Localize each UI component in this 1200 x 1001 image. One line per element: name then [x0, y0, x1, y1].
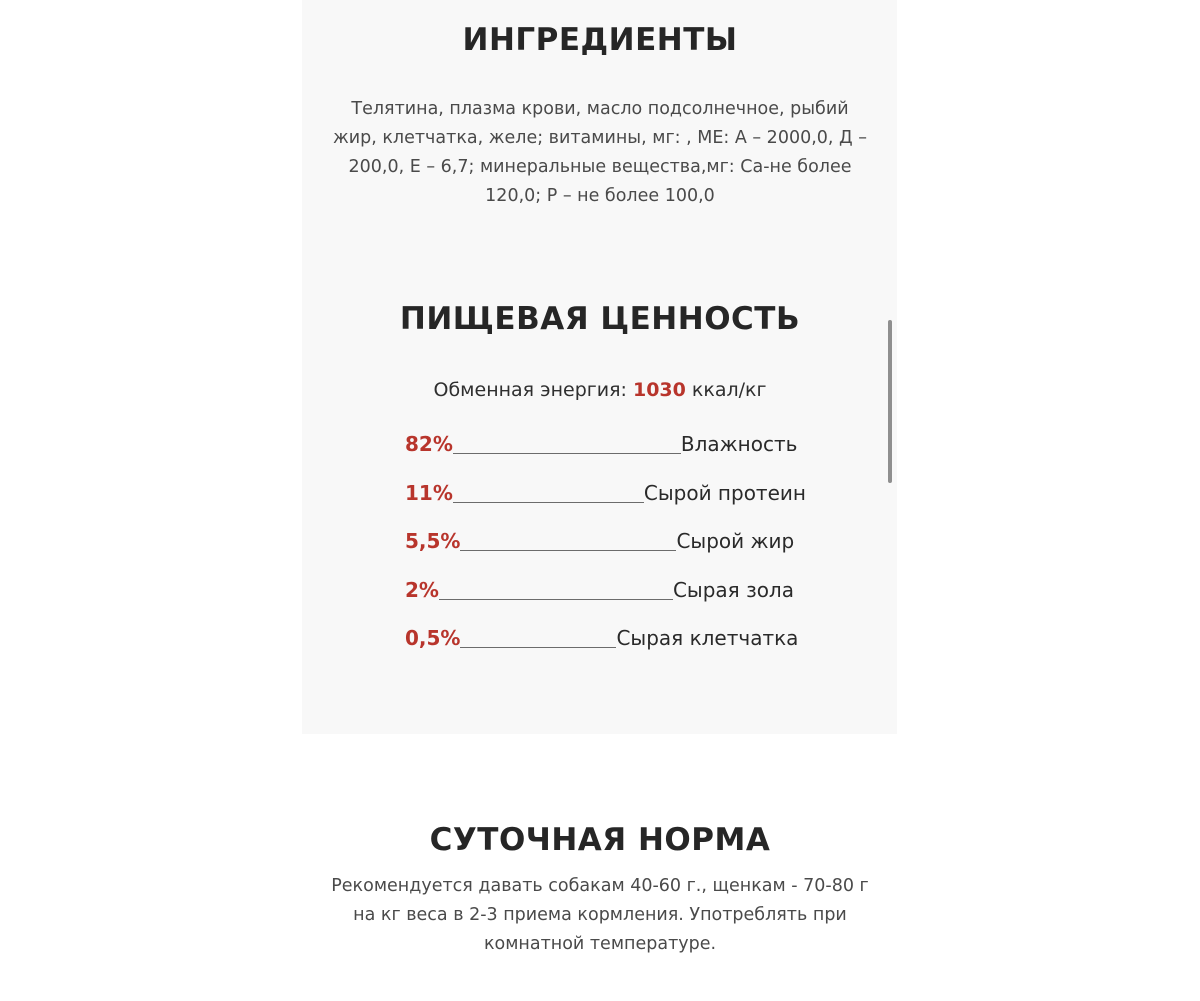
nutrient-percent: 2% [405, 578, 439, 602]
scrollbar-thumb[interactable] [888, 320, 892, 483]
nutrient-percent: 11% [405, 481, 453, 505]
nutrient-name: Влажность [680, 432, 798, 456]
ingredients-line: 200,0, Е – 6,7; минеральные вещества,мг: Са-не более [348, 157, 852, 177]
daily-norm-line: Рекомендуется давать собакам 40-60 г., щенкам - 70-80 г [331, 876, 869, 896]
dotted-leader [460, 646, 616, 648]
nutrient-percent: 82% [405, 432, 453, 456]
energy-label: Обменная энергия: [433, 379, 633, 401]
nutrient-row [405, 427, 797, 457]
energy-value: 1030 [632, 379, 686, 401]
ingredients-line: 120,0; Р – не более 100,0 [485, 186, 715, 206]
nutrient-row [405, 573, 794, 603]
nutrient-row [405, 476, 806, 506]
nutrient-row [405, 621, 798, 651]
nutrient-percent: 5,5% [405, 529, 461, 553]
nutrient-percent: 0,5% [405, 626, 461, 650]
nutrient-name: Сырая клетчатка [616, 626, 799, 650]
daily-norm-line: комнатной температуре. [483, 934, 717, 954]
nutrient-row [405, 524, 794, 554]
ingredients-title: ИНГРЕДИЕНТЫ [462, 22, 738, 58]
energy-line [0, 376, 1200, 404]
nutrient-name: Сырой протеин [643, 481, 806, 505]
daily-norm-title: СУТОЧНАЯ НОРМА [429, 822, 771, 858]
nutrition-title: ПИЩЕВАЯ ЦЕННОСТЬ [399, 301, 801, 337]
dotted-leader [439, 598, 673, 600]
energy-unit: ккал/кг [685, 379, 767, 401]
ingredients-text [0, 95, 1200, 211]
dotted-leader [453, 452, 681, 454]
daily-norm-text [0, 872, 1200, 959]
dotted-leader [460, 549, 676, 551]
nutrient-name: Сырой жир [676, 529, 795, 553]
ingredients-line: жир, клетчатка, желе; витамины, мг: , МЕ: А – 2000,0, Д – [332, 128, 868, 148]
daily-norm-line: на кг веса в 2-3 приема кормления. Употреблять при [353, 905, 847, 925]
nutrient-name: Сырая зола [672, 578, 794, 602]
dotted-leader [453, 501, 644, 503]
ingredients-line: Телятина, плазма крови, масло подсолнечное, рыбий [351, 99, 849, 119]
